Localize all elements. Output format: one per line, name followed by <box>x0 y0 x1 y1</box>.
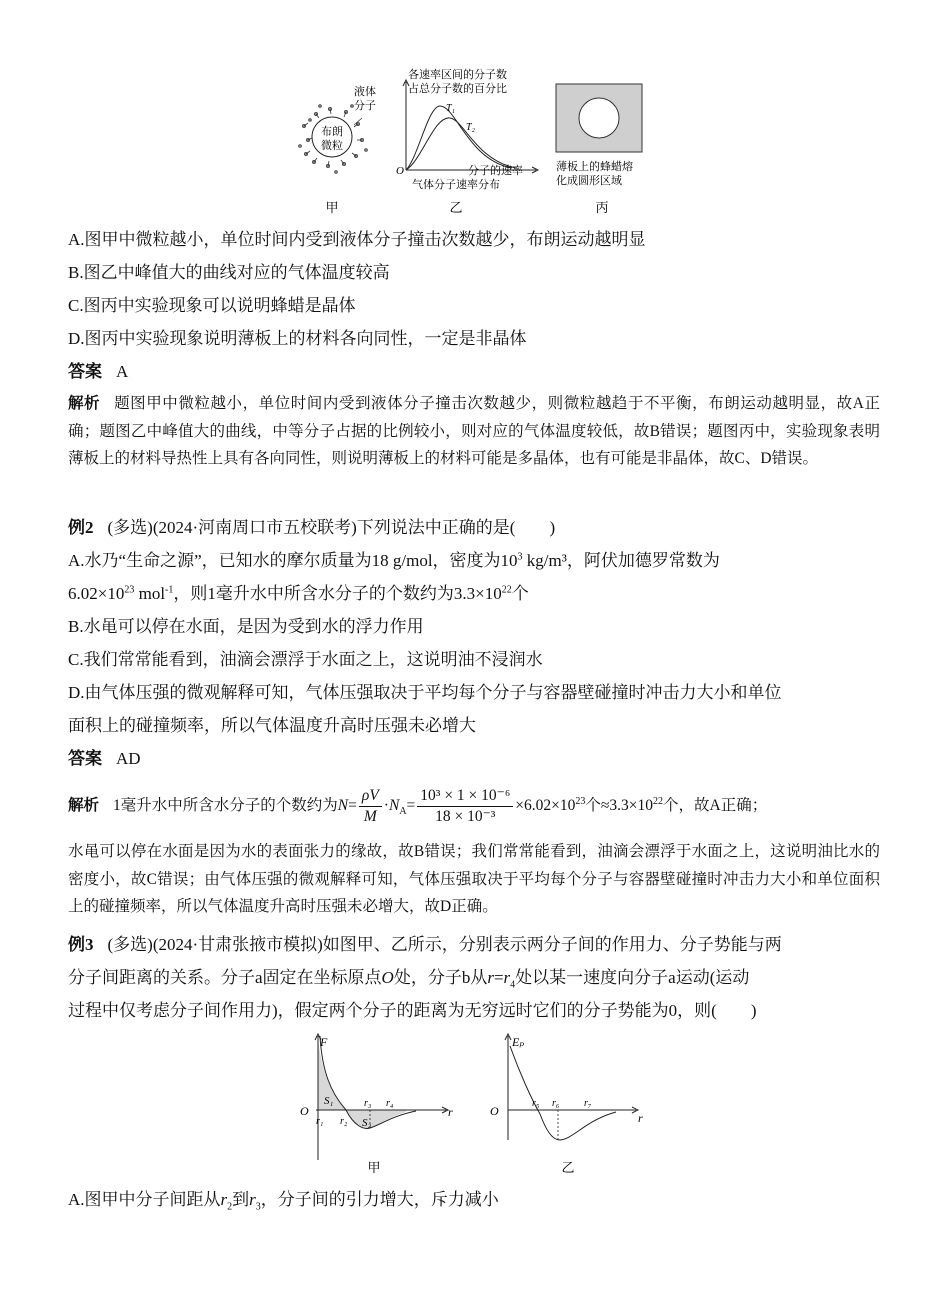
q3-stem2-o: O <box>381 968 394 987</box>
q2-formula-dot: · <box>383 797 389 814</box>
q2-a1-exp: 3 <box>517 551 523 563</box>
q2-a2-exp3: 22 <box>501 584 512 596</box>
particle-label-2: 微粒 <box>321 140 343 152</box>
q2-a2-exp2: -1 <box>165 584 174 596</box>
figure-jia-label: 甲 <box>325 200 339 215</box>
q2-analysis-rest: 水黾可以停在水面是因为水的表面张力的缘故，故B错误；我们常常能看到，油滴会漂浮于水面之上，这说明油比水的密度小，故C错误；由气体压强的微观解释可知，气体压强取决于平均每个分子与容器壁碰撞时冲击力大小和单位面积上的碰撞频率，所以气体温度升高时压强未必增大，故D正确。 <box>68 843 880 915</box>
figure-bing <box>556 84 642 215</box>
q1-option-a: A.图甲中微粒越小，单位时间内受到液体分子撞击次数越少，布朗运动越明显 <box>68 230 646 249</box>
q2-formula-frac2 <box>417 786 513 827</box>
q3-stem2-mid1: 处，分子b从 <box>393 968 488 987</box>
yi-origin: O <box>396 165 404 177</box>
liquid-label: 液体 <box>354 86 376 98</box>
q2-formula-post: 个，故A正确； <box>663 797 768 814</box>
q2-option-d-line1: D.由气体压强的微观解释可知，气体压强取决于平均每个分子与容器壁碰撞时冲击力大小和单位 <box>68 683 782 702</box>
q1-answer-value: A <box>116 362 129 381</box>
q3-stem-line1 <box>68 933 888 957</box>
q3-a-r3-sub: 3 <box>255 1201 261 1213</box>
particle-label-1: 布朗 <box>321 126 343 138</box>
q2-frac2-num: 10³ × 1 × 10⁻⁶ <box>417 786 513 807</box>
q1-answer <box>68 360 888 384</box>
q2-a1-post: kg/m³，阿伏加德罗常数为 <box>522 551 720 570</box>
q1-option-c: C.图丙中实验现象可以说明蜂蜡是晶体 <box>68 296 356 315</box>
q2-frac1-num: ρV <box>359 786 382 807</box>
q2-formula-na: N <box>388 797 400 814</box>
q2-option-a-line1 <box>68 549 888 573</box>
figure2-yi <box>490 1034 643 1175</box>
jia-r3: r₃ <box>364 1098 372 1109</box>
q2-formula-na-sub: A <box>399 806 407 818</box>
q2-stem-text: (多选)(2024·河南周口市五校联考)下列说法中正确的是( ) <box>107 518 556 537</box>
q2-option-b: B.水黾可以停在水面，是因为受到水的浮力作用 <box>68 617 424 636</box>
q1-option-d: D.图丙中实验现象说明薄板上的材料各向同性，一定是非晶体 <box>68 329 527 348</box>
yi-r7: r₇ <box>584 1098 592 1109</box>
q2-formula-eq: = <box>348 797 357 814</box>
figure2-yi-label: 乙 <box>561 1160 575 1175</box>
yi-axis-ep: Eₚ <box>512 1035 525 1049</box>
q1-analysis-label: 解析 <box>68 395 101 412</box>
q2-formula-eq2: = <box>406 797 416 814</box>
q3-a-pre: A.图甲中分子间距从 <box>68 1190 221 1209</box>
yi-r5: r₅ <box>532 1098 540 1109</box>
q2-option-d-line2: 面积上的碰撞频率，所以气体温度升高时压强未必增大 <box>68 716 476 735</box>
q2-formula-pre: 1毫升水中所含水分子的个数约为 <box>113 797 338 814</box>
q3-a-r2-sub: 2 <box>227 1201 233 1213</box>
yi-t2: T₂ <box>466 122 476 133</box>
jia-s1: S₁ <box>324 1095 334 1107</box>
q3-stem2-r4-sub: 4 <box>510 979 516 991</box>
q2-a2-post: 个 <box>511 584 529 603</box>
q3-stem-line3: 过程中仅考虑分子间作用力)，假定两个分子的距离为无穷远时它们的分子势能为0，则( ) <box>68 1001 757 1020</box>
jia-axis-r: r <box>448 1105 453 1119</box>
yi-r6: r₆ <box>552 1098 560 1109</box>
q3-stem2-eq: = <box>493 968 504 987</box>
q2-a1-pre: A.水乃“生命之源”，已知水的摩尔质量为18 g/mol，密度为10 <box>68 551 518 570</box>
yi-ylabel-2: 占总分子数的百分比 <box>408 83 507 95</box>
q2-formula-exp2: 22 <box>653 795 663 807</box>
q2-analysis-formula <box>68 784 888 828</box>
q2-formula-frac1 <box>359 786 382 827</box>
jia-r4: r₄ <box>386 1098 394 1109</box>
yi-axis-r: r <box>638 1111 643 1125</box>
figure2-jia <box>300 1034 453 1175</box>
q2-analysis-label: 解析 <box>68 797 100 814</box>
yi-ylabel-1: 各速率区间的分子数 <box>408 69 507 81</box>
molecule-label: 分子 <box>354 100 376 112</box>
q3-label: 例3 <box>68 935 94 954</box>
q2-label: 例2 <box>68 518 94 537</box>
bing-caption-1: 薄板上的蜂蜡熔 <box>556 161 633 173</box>
q3-stem2-pre: 分子间距离的关系。分子a固定在坐标原点 <box>68 968 382 987</box>
q2-answer <box>68 747 888 771</box>
q3-stem2-r4: r <box>503 968 511 987</box>
q1-answer-label: 答案 <box>68 362 102 381</box>
q3-option-a <box>68 1188 888 1212</box>
q3-stem-line2 <box>68 966 888 990</box>
q1-analysis <box>68 390 880 473</box>
figure-force-potential <box>296 1030 646 1180</box>
q1-option-b: B.图乙中峰值大的曲线对应的气体温度较高 <box>68 263 390 282</box>
q3-stem2-r: r <box>487 968 494 987</box>
q2-answer-label: 答案 <box>68 749 102 768</box>
figure-jia-yi-bing <box>290 62 650 222</box>
q2-option-c: C.我们常常能看到，油滴会漂浮于水面之上，这说明油不浸润水 <box>68 650 543 669</box>
jia-r2: r₂ <box>340 1116 348 1127</box>
q3-stem1: (多选)(2024·甘肃张掖市模拟)如图甲、乙所示，分别表示两分子间的作用力、分子势能与两 <box>107 935 782 954</box>
q1-analysis-text: 题图甲中微粒越小，单位时间内受到液体分子撞击次数越少，则微粒越趋于不平衡，布朗运动越明显，故A正确；题图乙中峰值大的曲线，中等分子占据的比例较小，则对应的气体温度较低，故B错误；题图丙中，实验现象表明薄板上的材料导热性上具有各向同性，则说明薄板上的材料可能是多晶体，也有可能是非晶体，故C、D错误。 <box>68 395 880 467</box>
figure2-jia-label: 甲 <box>367 1160 381 1175</box>
q2-a2-base1: 6.02×10 <box>68 584 125 603</box>
q3-stem2-post: 处以某一速度向分子a运动(运动 <box>515 968 750 987</box>
figure-yi-label: 乙 <box>449 200 463 215</box>
yi-xlabel: 分子的速率 <box>468 165 523 177</box>
q3-a-r2: r <box>220 1190 228 1209</box>
q3-a-r3: r <box>249 1190 256 1209</box>
q2-formula-exp1: 23 <box>575 795 586 807</box>
q2-a2-mid: ，则1毫升水中所含水分子的个数约为3.3×10 <box>173 584 502 603</box>
yi-t1: T₁ <box>446 103 456 114</box>
q3-a-post: ，分子间的引力增大，斥力减小 <box>260 1190 499 1209</box>
q2-frac1-den: M <box>363 807 377 825</box>
bing-caption-2: 化成圆形区域 <box>556 175 622 187</box>
jia-r1: r₁ <box>316 1116 324 1127</box>
jia-axis-f: F <box>320 1035 328 1049</box>
q2-formula-n: N <box>337 797 349 814</box>
figure-jia <box>299 84 376 215</box>
yi-caption: 气体分子速率分布 <box>412 179 500 191</box>
q2-formula-mid: 个≈3.3×10 <box>585 797 653 814</box>
q2-a2-unit: mol <box>134 584 166 603</box>
q3-a-mid: 到 <box>232 1190 250 1209</box>
q2-stem <box>68 516 888 540</box>
q2-a2-exp1: 23 <box>124 584 135 596</box>
jia-s2: S₂ <box>362 1117 372 1129</box>
q2-option-a-line2 <box>68 582 888 606</box>
q2-frac2-den: 18 × 10⁻³ <box>435 807 496 825</box>
q2-answer-value: AD <box>116 749 141 768</box>
jia-origin: O <box>300 1104 309 1118</box>
q2-formula-times: ×6.02×10 <box>515 797 576 814</box>
figure-bing-label: 丙 <box>595 200 609 215</box>
figure-yi <box>396 67 538 215</box>
yi2-origin: O <box>490 1104 499 1118</box>
